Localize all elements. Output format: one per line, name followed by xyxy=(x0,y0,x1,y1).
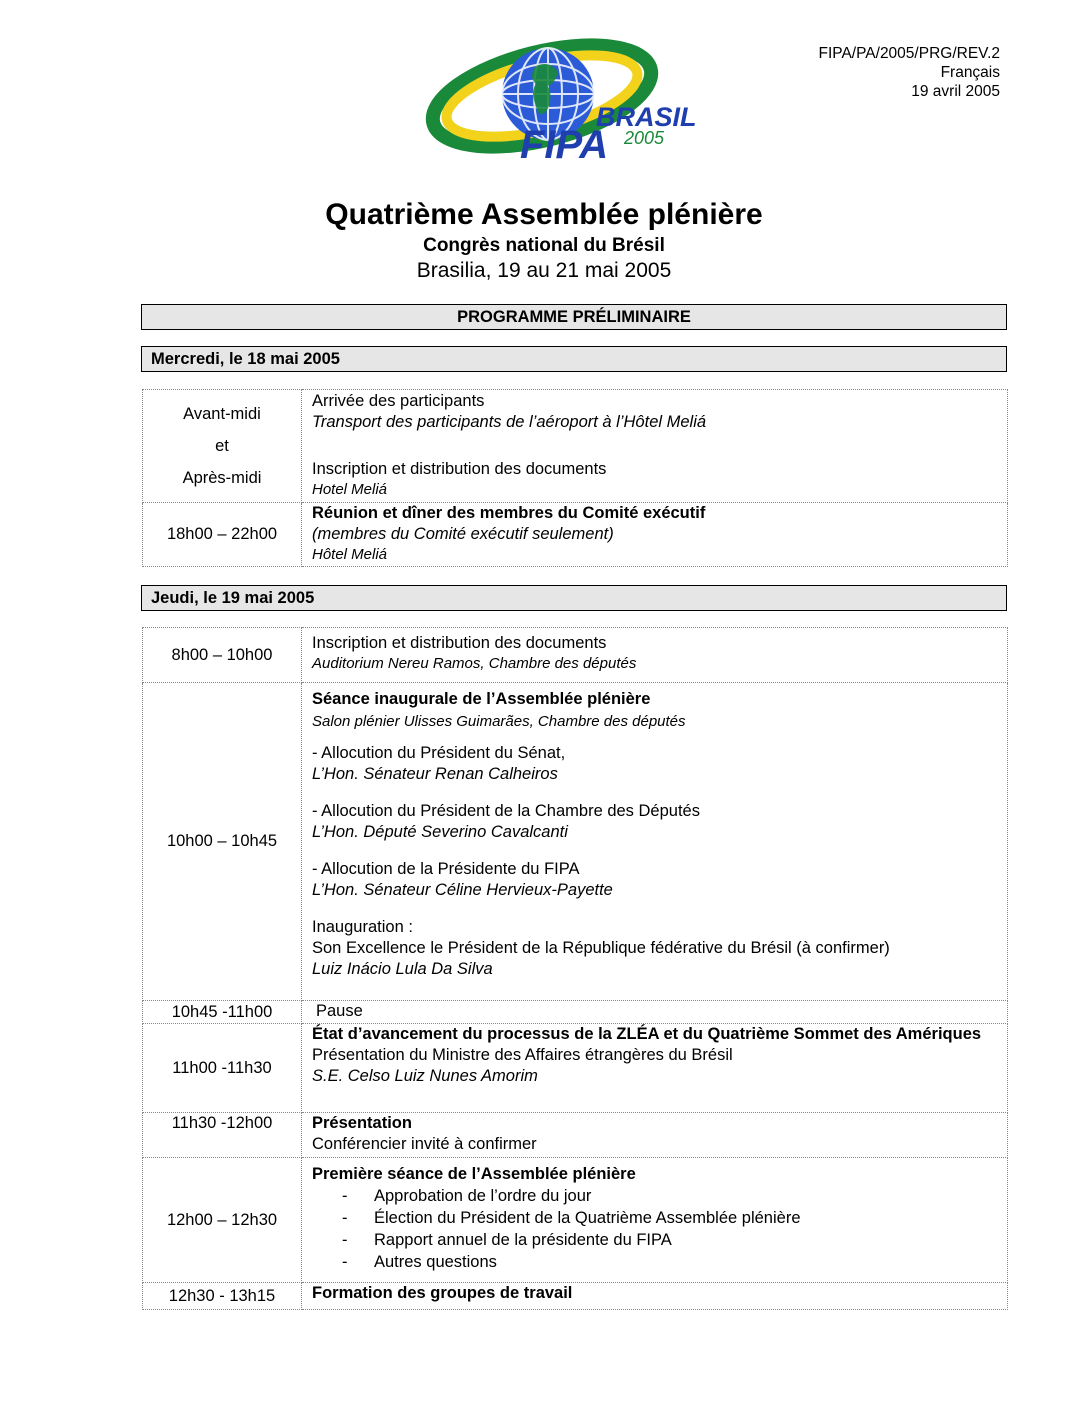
time-text: 11h30 -12h00 xyxy=(171,1114,273,1132)
schedule-thursday xyxy=(142,627,1008,1310)
time-cell: 10h45 -11h00 xyxy=(143,1001,302,1024)
logo-year: 2005 xyxy=(624,128,665,148)
reference-code: FIPA/PA/2005/PRG/REV.2 xyxy=(818,45,1000,62)
document-reference xyxy=(819,44,1001,101)
speaker-3: L’Hon. Sénateur Céline Hervieux-Payette xyxy=(312,881,613,899)
table-row xyxy=(143,1001,1008,1024)
program-title-box xyxy=(141,304,1007,330)
subtitle: Congrès national du Brésil xyxy=(423,235,665,256)
item-location: Hotel Meliá xyxy=(312,481,388,498)
list-item-text: Élection du Président de la Quatrième Assemblée plénière xyxy=(374,1209,801,1227)
item-detail: Transport des participants de l’aéroport à l’Hôtel Meliá xyxy=(312,413,707,431)
logo-word-brasil: BRASIL xyxy=(596,102,697,132)
item-title: État d’avancement du processus de la ZLÉA et du Quatrième Sommet des Amériques xyxy=(312,1025,982,1043)
place-and-dates: Brasilia, 19 au 21 mai 2005 xyxy=(416,259,672,282)
item-location: Salon plénier Ulisses Guimarães, Chambre des députés xyxy=(312,713,686,730)
table-row xyxy=(143,1283,1008,1310)
item-detail: (membres du Comité exécutif seulement) xyxy=(312,525,614,543)
list-item: - Autres questions xyxy=(342,1253,497,1271)
table-row xyxy=(143,1158,1008,1283)
description-cell xyxy=(302,683,1008,1001)
list-item-text: Autres questions xyxy=(374,1253,497,1271)
list-item-text: Rapport annuel de la présidente du FIPA xyxy=(374,1231,672,1249)
list-item-text: Approbation de l’ordre du jour xyxy=(374,1187,592,1205)
fipa-brasil-logo xyxy=(424,40,697,167)
item-detail: Présentation du Ministre des Affaires étrangères du Brésil xyxy=(312,1046,733,1064)
inauguration-speaker: Luiz Inácio Lula Da Silva xyxy=(312,960,493,978)
item-location: Auditorium Nereu Ramos, Chambre des députés xyxy=(312,655,637,672)
time-and: et xyxy=(215,437,229,455)
language-label: Français xyxy=(940,64,1000,81)
item-title: Formation des groupes de travail xyxy=(312,1284,573,1302)
description-cell xyxy=(302,1283,1008,1310)
description-cell xyxy=(302,1113,1008,1158)
table-row xyxy=(143,1113,1008,1158)
table-row xyxy=(143,683,1008,1001)
item-speaker: S.E. Celso Luiz Nunes Amorim xyxy=(312,1067,538,1085)
time-cell: 12h00 – 12h30 xyxy=(143,1158,302,1283)
inauguration-detail: Son Excellence le Président de la République fédérative du Brésil (à confirmer) xyxy=(312,939,890,957)
item-title: Première séance de l’Assemblée plénière xyxy=(312,1165,636,1183)
table-row xyxy=(143,628,1008,683)
description-cell xyxy=(302,1158,1008,1283)
table-row xyxy=(143,503,1008,567)
program-title: PROGRAMME PRÉLIMINAIRE xyxy=(457,308,691,326)
day-label: Mercredi, le 18 mai 2005 xyxy=(151,350,340,368)
speech-1: - Allocution du Président du Sénat, xyxy=(312,744,566,762)
day-label: Jeudi, le 19 mai 2005 xyxy=(151,589,315,607)
speech-2: - Allocution du Président de la Chambre des Députés xyxy=(312,802,700,820)
schedule-wednesday xyxy=(142,389,1008,567)
time-cell: 8h00 – 10h00 xyxy=(143,628,302,683)
item-title: Présentation xyxy=(312,1114,412,1132)
description-cell xyxy=(302,1001,1008,1024)
description-cell xyxy=(302,1024,1008,1113)
time-cell: 11h00 -11h30 xyxy=(143,1024,302,1113)
time-afternoon: Après-midi xyxy=(182,469,262,487)
time-morning: Avant-midi xyxy=(183,405,261,423)
item-title: Séance inaugurale de l’Assemblée plénière xyxy=(312,690,651,708)
item-title: Inscription et distribution des documents xyxy=(312,460,607,478)
time-cell xyxy=(143,390,302,503)
list-item: - Élection du Président de la Quatrième Assemblée plénière xyxy=(342,1209,801,1227)
document-date: 19 avril 2005 xyxy=(911,83,1000,100)
item-title: Pause xyxy=(316,1002,363,1020)
main-title: Quatrième Assemblée plénière xyxy=(325,198,763,231)
description-cell xyxy=(302,628,1008,683)
title-block xyxy=(0,196,1088,284)
table-row xyxy=(143,390,1008,503)
item-title: Réunion et dîner des membres du Comité exécutif xyxy=(312,504,706,522)
description-cell xyxy=(302,390,1008,503)
day-header-wednesday xyxy=(141,346,1007,372)
day-header-thursday xyxy=(141,585,1007,611)
item-detail: Conférencier invité à confirmer xyxy=(312,1135,537,1153)
time-cell: 18h00 – 22h00 xyxy=(143,503,302,567)
time-cell: 10h00 – 10h45 xyxy=(143,683,302,1001)
speech-3: - Allocution de la Présidente du FIPA xyxy=(312,860,580,878)
table-row xyxy=(143,1024,1008,1113)
list-item: - Approbation de l’ordre du jour xyxy=(342,1187,592,1205)
speaker-2: L’Hon. Député Severino Cavalcanti xyxy=(312,823,568,841)
item-title: Arrivée des participants xyxy=(312,392,485,410)
description-cell xyxy=(302,503,1008,567)
speaker-1: L’Hon. Sénateur Renan Calheiros xyxy=(312,765,558,783)
time-cell: 12h30 - 13h15 xyxy=(143,1283,302,1310)
item-location: Hôtel Meliá xyxy=(312,546,388,563)
inauguration-label: Inauguration : xyxy=(312,918,413,936)
item-title: Inscription et distribution des documents xyxy=(312,634,607,652)
time-cell xyxy=(143,1113,302,1158)
list-item: - Rapport annuel de la présidente du FIPA xyxy=(342,1231,672,1249)
logo-word-fipa: FIPA xyxy=(520,123,609,167)
